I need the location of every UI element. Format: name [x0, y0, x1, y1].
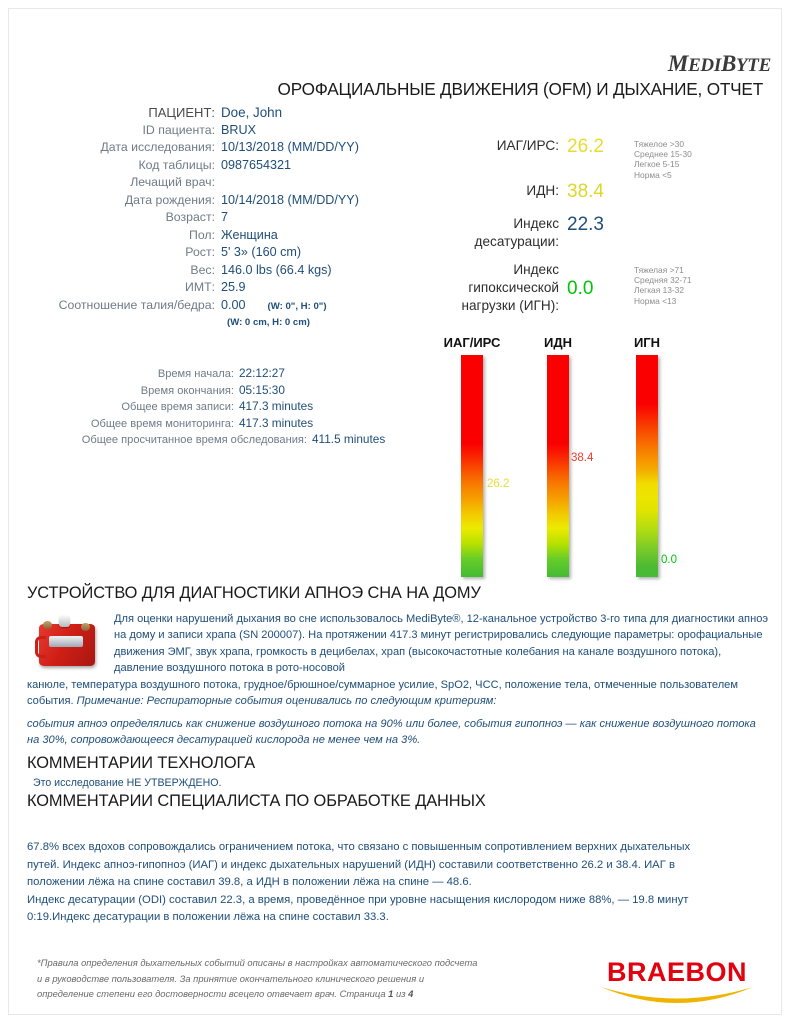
patient-row-gender: [29, 228, 429, 243]
patient-row-bmi: [29, 280, 429, 295]
field-value: 7: [221, 210, 229, 224]
patient-row-weight: [29, 263, 429, 278]
field-value: 05:15:30: [239, 382, 285, 397]
field-label: Вес:: [190, 262, 215, 277]
analysis-line: Индекс десатурации (ODI) составил 22.3, а время, проведённое при уровне насыщения кислородом ниже 88%, — 19.8 минут: [27, 893, 689, 906]
field-value: 0.00: [221, 297, 246, 312]
field-label: ПАЦИЕНТ:: [148, 105, 215, 120]
device-description-para1: Для оценки нарушений дыхания во сне использовалось MediByte®, 12-канальное устройство 3-го типа для диагностики апноэ на дому и записи храпа (SN 200007). На протяжении 417.3 минут регистрировались следующие параметры: орофациальные движения ЭМГ, звук храпа, громкость в децибелах, храп (высокочастотные колебания на канале воздушного потока), давление воздушного потока в рото-носовой: [114, 613, 769, 675]
field-label: Общее просчитанное время обследования:: [81, 434, 307, 446]
specialist-analysis-text: [27, 839, 771, 927]
footer-disclaimer: [37, 955, 487, 1002]
whr-imperial: (W: 0", H: 0"): [267, 300, 327, 312]
patient-row-age: [29, 210, 429, 225]
device-para2-note: Примечание: Респираторные события оценивались по следующим критериям:: [76, 695, 497, 708]
field-label: ИМТ:: [184, 280, 215, 294]
metric-label: [439, 215, 567, 251]
field-value: 411.5 minutes: [312, 432, 386, 446]
severity-gauge-chart: [9, 335, 783, 585]
tech-comment-text: Это исследование НЕ УТВЕРЖДЕНО.: [33, 777, 222, 789]
gauge-bar: [461, 355, 483, 577]
footer-line-3: [37, 986, 487, 1002]
medibyte-logo: MEDIBYTE: [667, 51, 771, 76]
device-para2-plain: канюле, температура воздушного потока, грудное/брюшное/суммарное усилие, SpO2, ЧСС, положение тела, отмеченные пользователем события.: [27, 679, 738, 708]
patient-row-id: [29, 123, 429, 138]
threshold-line: Норма <13: [634, 295, 677, 306]
patient-row-height: [29, 245, 429, 260]
field-label: Время окончания:: [140, 384, 234, 397]
page-title: ОРОФАЦИАЛЬНЫЕ ДВИЖЕНИЯ (OFM) И ДЫХАНИЕ, ОТЧЕТ: [277, 79, 763, 99]
footer-line-1: *Правила определения дыхательных событий описаны в настройках автоматического подсчета: [37, 957, 478, 968]
field-value: 417.3 minutes: [239, 399, 314, 413]
field-value: 22:12:27: [239, 366, 285, 380]
footer-line-3-text: определение степени его достоверности всецело отвечает врач. Страница: [37, 988, 389, 999]
field-value: BRUX: [221, 122, 256, 137]
field-label: Возраст:: [165, 210, 215, 224]
field-value: Женщина: [221, 227, 278, 242]
device-section-heading: УСТРОЙСТВО ДЛЯ ДИАГНОСТИКИ АПНОЭ СНА НА ДОМУ: [27, 584, 481, 602]
field-label: Время начала:: [157, 368, 234, 380]
field-label: Лечащий врач:: [130, 175, 215, 189]
patient-info-block: [29, 105, 429, 329]
field-label: ID пациента:: [142, 122, 215, 137]
metric-label: ИАГ/ИРС:: [496, 138, 559, 153]
field-value: 417.3 minutes: [239, 415, 314, 430]
field-value: 0987654321: [221, 157, 292, 172]
gauge-bar: [636, 355, 658, 577]
threshold-line: Норма <5: [634, 169, 672, 180]
specialist-section-heading: КОММЕНТАРИИ СПЕЦИАЛИСТА ПО ОБРАБОТКЕ ДАННЫХ: [27, 792, 486, 810]
patient-row-birth-date: [29, 193, 429, 208]
threshold-line: Среднее 15-30: [634, 149, 692, 160]
metric-value: 38.4: [567, 181, 604, 202]
metric-value: 0.0: [567, 278, 594, 299]
device-port: [43, 621, 52, 629]
ohb-label-line2: гипоксической: [468, 280, 559, 295]
threshold-legend-ohb: [634, 265, 692, 306]
analysis-line: 67.8% всех вдохов сопровождались ограничением потока, что связано с повышенным сопротивлением верхних дыхательных: [27, 841, 691, 853]
field-label: Общее время мониторинга:: [90, 417, 234, 430]
tech-section-heading: КОММЕНТАРИИ ТЕХНОЛОГА: [27, 754, 256, 772]
page-number-total: 4: [408, 988, 414, 999]
gauge-title: ИАГ/ИРС: [443, 335, 501, 350]
threshold-line: Тяжелое >30: [634, 139, 684, 149]
whr-metric: (W: 0 cm, H: 0 cm): [227, 317, 310, 328]
patient-row-physician: [29, 175, 429, 190]
patient-row-study-date: [29, 140, 429, 155]
metric-ohb: [439, 261, 779, 315]
field-value: 10/13/2018 (MM/DD/YY): [221, 140, 359, 154]
field-label: Код таблицы:: [138, 157, 215, 172]
field-value: 5' 3» (160 cm): [221, 245, 302, 259]
patient-row-name: [29, 105, 429, 120]
device-description-para3: события апноэ определялись как снижение воздушного потока на 90% или более, события гипопноэ — как снижение воздушного потока на 30%, сопровождающееся десатурацией кислорода не менее чем на 3%.: [27, 718, 756, 747]
metric-label: [439, 261, 567, 315]
device-port: [81, 623, 90, 631]
field-label: Рост:: [185, 245, 215, 259]
threshold-line: Легкая 13-32: [634, 285, 684, 296]
threshold-line: Средняя 32-71: [634, 275, 692, 286]
ohb-label-line1: Индекс: [513, 262, 559, 277]
field-value: Doe, John: [221, 105, 283, 120]
metrics-block: [439, 137, 779, 315]
device-label-plate: [49, 636, 83, 647]
gauge-value: 38.4: [571, 452, 594, 464]
field-label: Дата рождения:: [124, 192, 215, 207]
odi-label-line1: Индекс: [513, 216, 559, 231]
field-value: 10/14/2018 (MM/DD/YY): [221, 192, 359, 207]
field-value: 146.0 lbs (66.4 kgs): [221, 262, 332, 277]
metric-value: 26.2: [567, 136, 604, 157]
report-page: [8, 8, 782, 1015]
patient-row-chart-code: [29, 158, 429, 173]
device-knob: [59, 615, 70, 627]
field-label: Соотношение талия/бедра:: [58, 297, 215, 312]
field-label: Пол:: [189, 227, 215, 242]
threshold-line: Тяжелая >71: [634, 265, 684, 275]
gauge-title: ИГН: [633, 335, 661, 350]
device-description-para2: [27, 677, 769, 710]
metric-label: ИДН:: [526, 183, 559, 198]
gauge-value: 26.2: [487, 478, 510, 490]
metric-value: 22.3: [567, 214, 604, 235]
braebon-logo: [597, 957, 757, 1013]
threshold-line: Легкое 5-15: [634, 159, 680, 170]
field-label: Общее время записи:: [121, 401, 234, 413]
ohb-label-line3: нагрузки (ИГН):: [461, 298, 559, 313]
braebon-swoosh-icon: [599, 985, 755, 1011]
gauge-title: ИДН: [544, 335, 572, 350]
metric-odi: [439, 215, 779, 251]
threshold-legend-ahi: [634, 139, 692, 180]
gauge-value: 0.0: [661, 554, 677, 566]
field-value: 25.9: [221, 280, 246, 294]
analysis-line: 0:19.Индекс десатурации в положении лёжа на спине составил 33.3.: [27, 911, 389, 924]
medibyte-device-icon: [31, 612, 103, 670]
gauge-bar: [547, 355, 569, 577]
field-label: Дата исследования:: [100, 140, 215, 154]
metric-ahi: [439, 137, 779, 156]
braebon-wordmark: BRAEBON: [606, 957, 747, 987]
analysis-line: положении лёжа на спине составил 39.8, а ИДН в положении лёжа на спине — 48.6.: [27, 876, 472, 889]
analysis-line: путей. Индекс апноэ-гипопноэ (ИАГ) и индекс дыхательных нарушений (ИДН) составили соответственно 26.2 и 38.4. ИАГ в: [27, 858, 675, 871]
page-number-current: 1: [388, 988, 394, 999]
page-of-text: из: [393, 988, 409, 999]
device-handle: [35, 636, 46, 658]
metric-rdi: [439, 182, 779, 201]
footer-line-2: и в руководстве пользователя. За принятие окончательного клинического решения и: [37, 972, 425, 984]
odi-label-line2: десатурации:: [474, 234, 559, 249]
patient-row-whr: [29, 298, 429, 314]
